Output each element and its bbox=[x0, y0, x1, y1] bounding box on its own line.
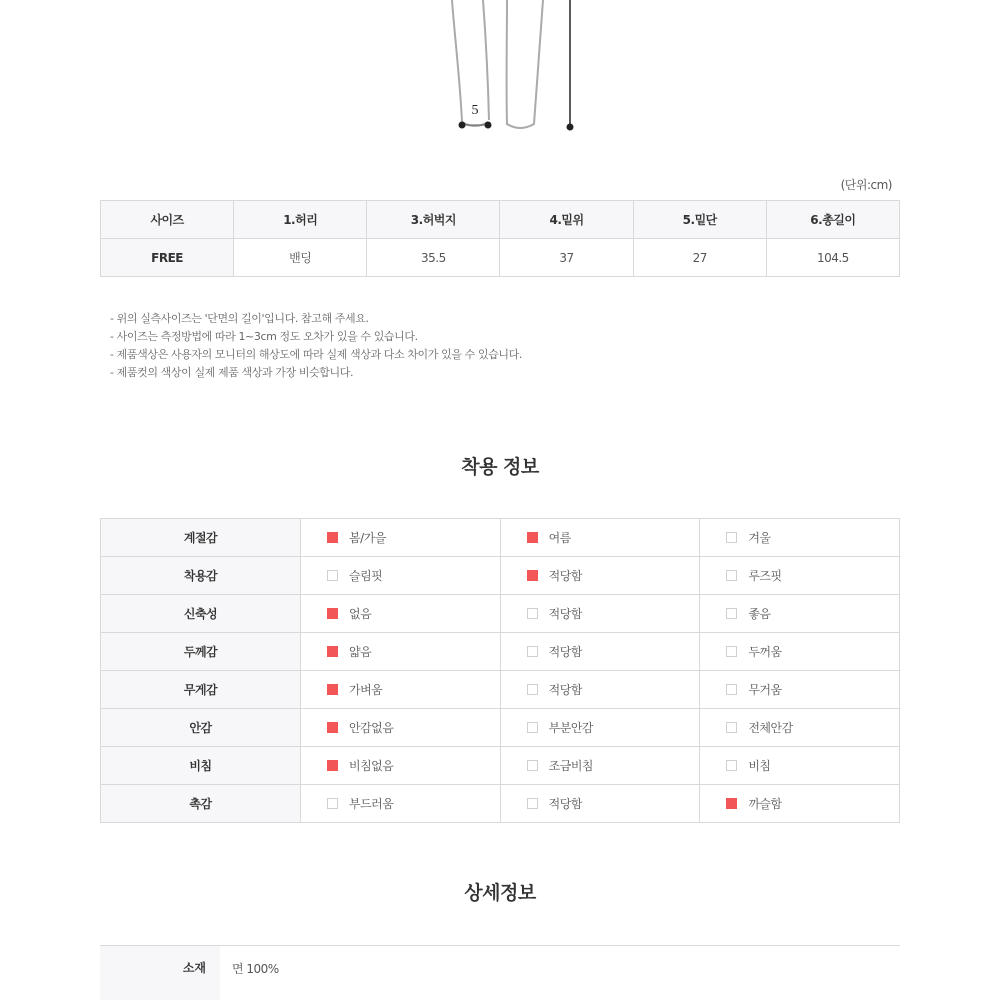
measure-label-5: 5 bbox=[471, 103, 479, 118]
fit-row-label: 비침 bbox=[101, 747, 301, 785]
fit-option bbox=[700, 519, 900, 557]
size-value-cell: 35.5 bbox=[367, 239, 500, 277]
size-value-cell: 밴딩 bbox=[234, 239, 367, 277]
size-table-row bbox=[101, 239, 900, 277]
fit-option-label: 부분안감 bbox=[548, 721, 594, 735]
fit-option bbox=[301, 633, 501, 671]
fit-option-label: 가벼움 bbox=[349, 683, 383, 697]
note-item: - 제품컷의 색상이 실제 제품 색상과 가장 비슷합니다. bbox=[110, 366, 354, 379]
fit-option-label: 조금비침 bbox=[548, 759, 594, 773]
fit-option bbox=[700, 709, 900, 747]
fit-option bbox=[700, 785, 900, 823]
unchecked-square-icon bbox=[527, 760, 538, 771]
fit-option bbox=[700, 633, 900, 671]
unchecked-square-icon bbox=[527, 722, 538, 733]
unchecked-square-icon bbox=[726, 570, 737, 581]
fit-option-label: 적당함 bbox=[548, 683, 582, 697]
fit-info-table bbox=[100, 518, 900, 823]
fit-row-label: 두께감 bbox=[101, 633, 301, 671]
fit-row-label: 계절감 bbox=[101, 519, 301, 557]
fit-row bbox=[101, 557, 900, 595]
fit-option bbox=[500, 709, 700, 747]
fit-option-label: 무거움 bbox=[748, 683, 782, 697]
note-item: - 위의 실측사이즈는 '단면의 길이'입니다. 참고해 주세요. bbox=[110, 312, 369, 325]
checked-square-icon bbox=[726, 798, 737, 809]
hem-left-dot bbox=[459, 122, 466, 129]
size-header-cell: 1.허리 bbox=[234, 201, 367, 239]
size-notes bbox=[110, 310, 522, 382]
checked-square-icon bbox=[327, 532, 338, 543]
fit-info-title: 착용 정보 bbox=[461, 456, 539, 478]
fit-option bbox=[700, 595, 900, 633]
checked-square-icon bbox=[327, 646, 338, 657]
fit-option-label: 비침없음 bbox=[349, 759, 394, 773]
fit-option bbox=[500, 557, 700, 595]
unchecked-square-icon bbox=[726, 684, 737, 695]
checked-square-icon bbox=[527, 570, 538, 581]
size-value-cell: 27 bbox=[633, 239, 766, 277]
fit-option-label: 겨울 bbox=[748, 531, 771, 545]
fit-option bbox=[301, 519, 501, 557]
left-leg-inner bbox=[483, 0, 489, 120]
fit-option-label: 여름 bbox=[548, 531, 571, 545]
fit-option-label: 적당함 bbox=[548, 569, 582, 583]
fit-option-label: 적당함 bbox=[548, 607, 582, 621]
fit-row bbox=[101, 595, 900, 633]
checked-square-icon bbox=[527, 532, 538, 543]
checked-square-icon bbox=[327, 760, 338, 771]
unchecked-square-icon bbox=[726, 532, 737, 543]
unchecked-square-icon bbox=[726, 760, 737, 771]
fit-option-label: 부드러움 bbox=[349, 797, 394, 811]
note-item: - 사이즈는 측정방법에 따라 1~3cm 정도 오차가 있을 수 있습니다. bbox=[110, 330, 418, 343]
fit-row bbox=[101, 747, 900, 785]
detail-row-material bbox=[100, 946, 900, 1000]
fit-option bbox=[500, 519, 700, 557]
material-value: 면 100% bbox=[232, 962, 279, 976]
unchecked-square-icon bbox=[527, 798, 538, 809]
detail-info-title: 상세정보 bbox=[464, 882, 536, 904]
fit-option-label: 슬림핏 bbox=[349, 569, 383, 583]
material-label: 소재 bbox=[100, 946, 220, 1000]
unchecked-square-icon bbox=[527, 684, 538, 695]
fit-option-label: 까슬함 bbox=[748, 797, 782, 811]
fit-option-label: 좋음 bbox=[748, 607, 771, 621]
size-value-cell: 104.5 bbox=[766, 239, 899, 277]
fit-option-label: 비침 bbox=[748, 759, 771, 773]
length-endpoint-dot bbox=[567, 124, 574, 131]
checked-square-icon bbox=[327, 608, 338, 619]
fit-row bbox=[101, 671, 900, 709]
fit-option bbox=[301, 595, 501, 633]
fit-row bbox=[101, 709, 900, 747]
fit-option-label: 두꺼움 bbox=[748, 645, 782, 659]
size-name-cell: FREE bbox=[101, 239, 234, 277]
fit-option bbox=[301, 747, 501, 785]
unit-label: (단위:cm) bbox=[840, 178, 892, 192]
fit-row bbox=[101, 785, 900, 823]
size-table bbox=[100, 200, 900, 277]
checked-square-icon bbox=[327, 722, 338, 733]
unchecked-square-icon bbox=[327, 798, 338, 809]
size-value-cell: 37 bbox=[500, 239, 633, 277]
fit-option-label: 적당함 bbox=[548, 797, 582, 811]
size-header-cell: 5.밑단 bbox=[633, 201, 766, 239]
fit-option bbox=[500, 671, 700, 709]
fit-option-label: 봄/가을 bbox=[349, 531, 386, 545]
size-header-cell: 6.총길이 bbox=[766, 201, 899, 239]
fit-option-label: 적당함 bbox=[548, 645, 582, 659]
fit-option bbox=[301, 671, 501, 709]
fit-option-label: 없음 bbox=[349, 607, 372, 621]
unchecked-square-icon bbox=[527, 646, 538, 657]
unchecked-square-icon bbox=[726, 608, 737, 619]
size-header-cell: 4.밑위 bbox=[500, 201, 633, 239]
note-item: - 제품색상은 사용자의 모니터의 해상도에 따라 실제 색상과 다소 차이가 있을 수 있습니다. bbox=[110, 348, 522, 361]
unchecked-square-icon bbox=[726, 646, 737, 657]
size-table-header-row bbox=[101, 201, 900, 239]
fit-option-label: 루즈핏 bbox=[748, 569, 782, 583]
fit-option bbox=[301, 557, 501, 595]
unchecked-square-icon bbox=[726, 722, 737, 733]
size-header-cell: 사이즈 bbox=[101, 201, 234, 239]
fit-row-label: 착용감 bbox=[101, 557, 301, 595]
fit-option-label: 얇음 bbox=[349, 645, 372, 659]
fit-row-label: 신축성 bbox=[101, 595, 301, 633]
size-header-cell: 3.허벅지 bbox=[367, 201, 500, 239]
pants-measurement-diagram bbox=[0, 0, 1000, 140]
fit-row bbox=[101, 519, 900, 557]
left-leg-outline bbox=[452, 0, 462, 122]
fit-option bbox=[500, 785, 700, 823]
fit-option bbox=[700, 747, 900, 785]
detail-info-table bbox=[100, 945, 900, 1000]
hem-right-dot bbox=[485, 122, 492, 129]
fit-option bbox=[500, 633, 700, 671]
unchecked-square-icon bbox=[527, 608, 538, 619]
fit-option bbox=[500, 595, 700, 633]
fit-row-label: 무게감 bbox=[101, 671, 301, 709]
fit-option bbox=[700, 671, 900, 709]
fit-option bbox=[700, 557, 900, 595]
fit-row-label: 촉감 bbox=[101, 785, 301, 823]
checked-square-icon bbox=[327, 684, 338, 695]
fit-row-label: 안감 bbox=[101, 709, 301, 747]
fit-option bbox=[301, 785, 501, 823]
fit-option-label: 전체안감 bbox=[748, 721, 793, 735]
unchecked-square-icon bbox=[327, 570, 338, 581]
fit-option bbox=[500, 747, 700, 785]
fit-row bbox=[101, 633, 900, 671]
fit-option-label: 안감없음 bbox=[349, 721, 394, 735]
right-leg-outline bbox=[507, 0, 543, 128]
fit-option bbox=[301, 709, 501, 747]
